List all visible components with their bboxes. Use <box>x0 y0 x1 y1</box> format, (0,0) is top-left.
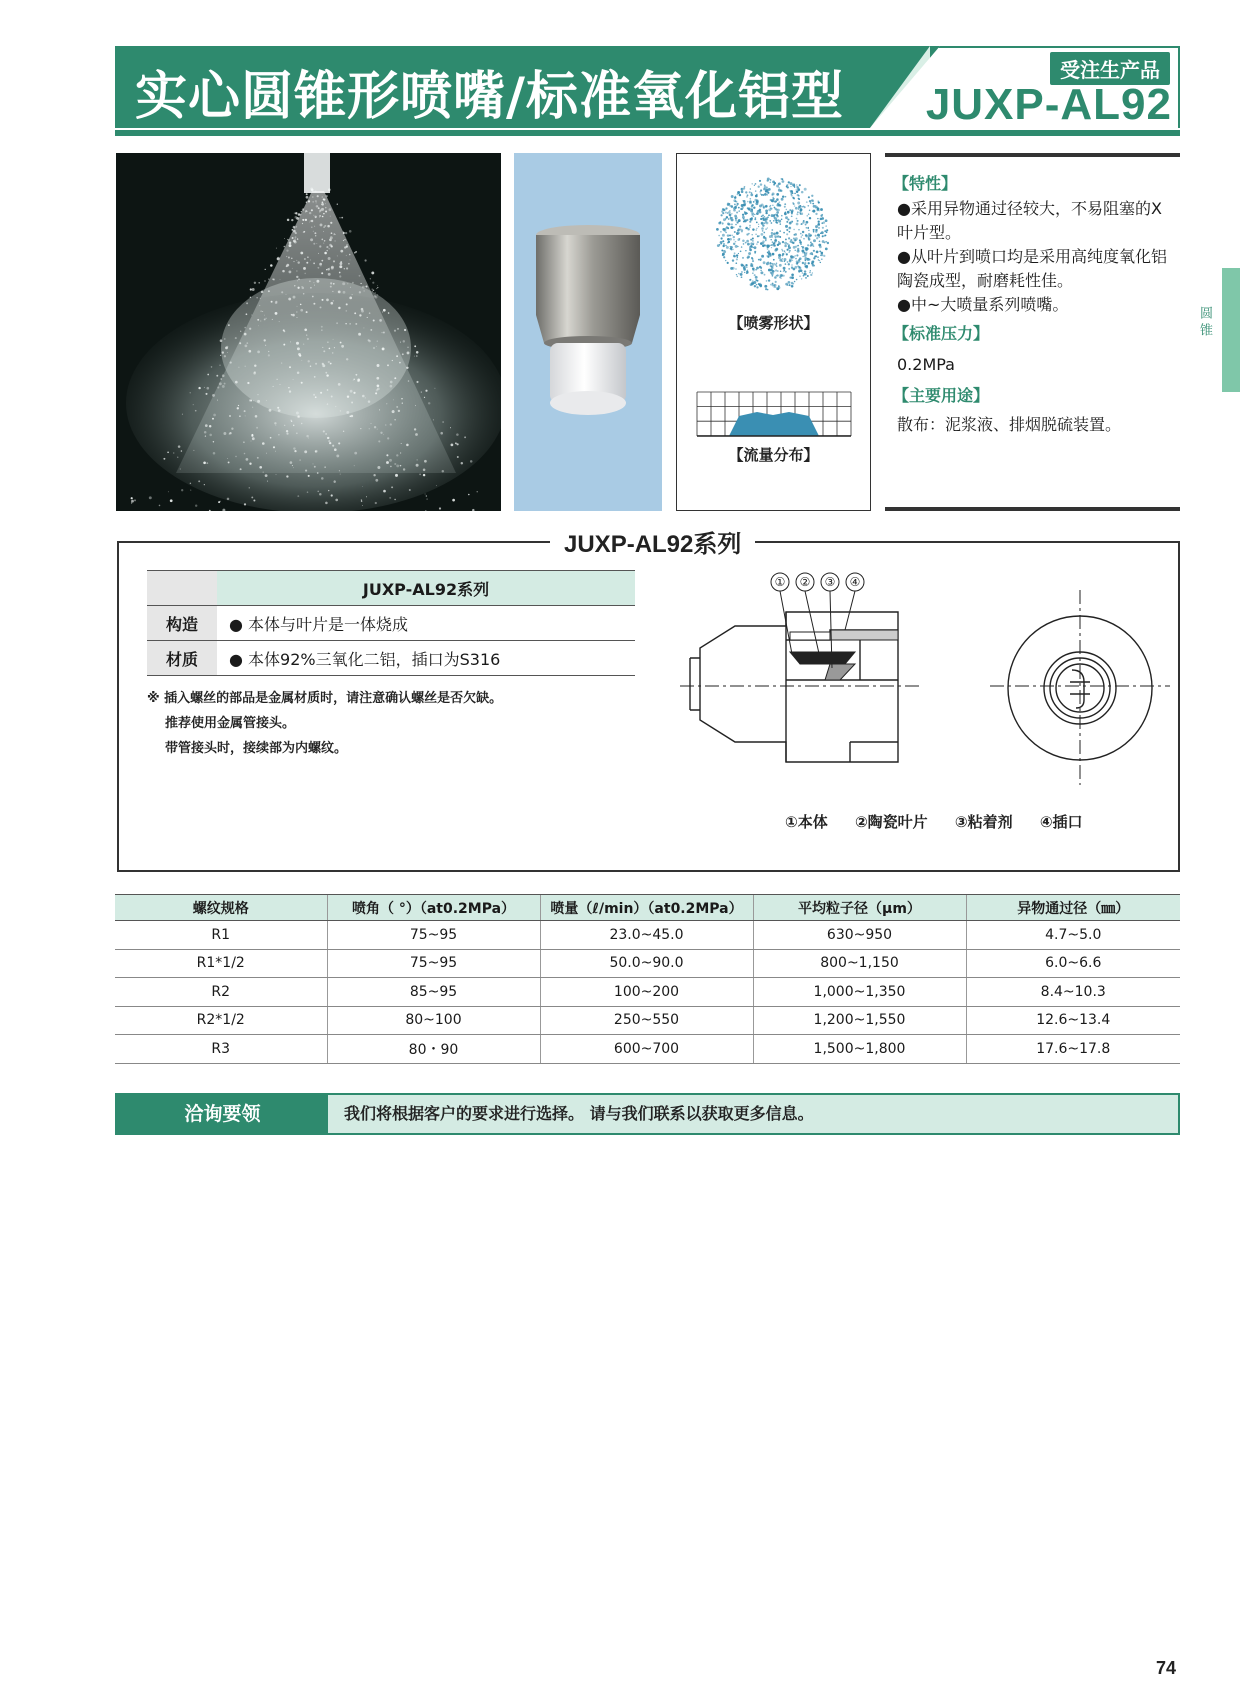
header-underline <box>115 130 1180 136</box>
model-code: JUXP-AL92 <box>925 80 1172 129</box>
table-cell: 50.0~90.0 <box>540 949 753 978</box>
table-cell: 100~200 <box>540 978 753 1007</box>
table-row <box>115 921 1180 950</box>
characteristic-item: ●从叶片到喷口均是采用高纯度氧化铝陶瓷成型，耐磨耗性佳。 <box>897 247 1167 290</box>
callout-2: ② <box>799 575 811 589</box>
made-to-order-badge: 受注生产品 <box>1050 52 1170 85</box>
table-cell: 6.0~6.6 <box>966 949 1180 978</box>
standard-pressure: 0.2MPa <box>897 355 955 374</box>
col-header: 螺纹规格 <box>115 895 327 921</box>
table-cell: 1,500~1,800 <box>753 1035 966 1064</box>
table-row <box>115 949 1180 978</box>
note-line: 推荐使用金属管接头。 <box>165 716 296 731</box>
inquiry-text: 我们将根据客户的要求进行选择。 请与我们联系以获取更多信息。 <box>344 1104 814 1123</box>
page-header <box>115 46 1180 136</box>
table-cell: R2*1/2 <box>115 1006 327 1035</box>
spec-table-corner <box>147 571 217 606</box>
col-header: 喷量（ℓ/min）（at0.2MPa） <box>540 895 753 921</box>
table-cell: 630~950 <box>753 921 966 950</box>
characteristics-heading: 【特性】 <box>893 174 958 193</box>
spec-row-value: ● 本体92%三氧化二铝，插口为S316 <box>217 641 635 676</box>
table-cell: 1,000~1,350 <box>753 978 966 1007</box>
pressure-heading: 【标准压力】 <box>893 324 990 343</box>
spray-photo-image <box>116 153 501 511</box>
table-cell: 80・90 <box>327 1035 540 1064</box>
features-column <box>885 153 1180 511</box>
spec-row-label: 构造 <box>147 606 217 641</box>
table-cell: 4.7~5.0 <box>966 921 1180 950</box>
table-cell: R1*1/2 <box>115 949 327 978</box>
table-row <box>115 978 1180 1007</box>
table-cell: 800~1,150 <box>753 949 966 978</box>
table-cell: 12.6~13.4 <box>966 1006 1180 1035</box>
table-cell: 250~550 <box>540 1006 753 1035</box>
spec-row <box>147 606 635 641</box>
usage-text: 散布：泥浆液、排烟脱硫装置。 <box>897 415 1122 434</box>
note-line: 带管接头时，接续部为内螺纹。 <box>165 741 348 756</box>
spray-photo <box>116 153 501 511</box>
series-heading: JUXP-AL92系列 <box>550 524 755 559</box>
characteristic-item: ●中~大喷量系列喷嘴。 <box>897 295 1069 314</box>
table-cell: 600~700 <box>540 1035 753 1064</box>
table-cell: 80~100 <box>327 1006 540 1035</box>
table-cell: 17.6~17.8 <box>966 1035 1180 1064</box>
performance-table-header <box>115 895 1180 921</box>
table-cell: 75~95 <box>327 921 540 950</box>
inquiry-label: 洽询要领 <box>117 1095 328 1133</box>
part-legend-item: ③粘着剂 <box>954 813 1013 831</box>
table-row <box>115 1006 1180 1035</box>
note-line: ※ 插入螺丝的部品是金属材质时，请注意确认螺丝是否欠缺。 <box>147 691 503 706</box>
table-cell: 1,200~1,550 <box>753 1006 966 1035</box>
usage-heading: 【主要用途】 <box>893 386 990 405</box>
spec-row-label: 材质 <box>147 641 217 676</box>
col-header: 喷角（ °）（at0.2MPa） <box>327 895 540 921</box>
spec-row <box>147 641 635 676</box>
characteristic-item: ●采用异物通过径较大，不易阻塞的X叶片型。 <box>897 199 1162 242</box>
side-tab <box>1222 268 1240 392</box>
page-title: 实心圆锥形喷嘴/标准氧化铝型 <box>135 67 844 127</box>
table-cell: R2 <box>115 978 327 1007</box>
spray-pattern-circle <box>716 178 829 291</box>
table-cell: 23.0~45.0 <box>540 921 753 950</box>
col-header: 异物通过径（㎜） <box>966 895 1180 921</box>
spray-pattern-caption: 【喷雾形状】 <box>728 314 819 332</box>
table-cell: R3 <box>115 1035 327 1064</box>
part-legend-item: ①本体 <box>785 813 828 831</box>
features-bottom-rule <box>885 507 1180 511</box>
table-cell: 75~95 <box>327 949 540 978</box>
table-cell: 85~95 <box>327 978 540 1007</box>
callout-1: ① <box>774 575 786 589</box>
side-tab-label: 圆 锥 <box>1197 306 1212 337</box>
inquiry-bar <box>115 1093 1180 1135</box>
part-legend-item: ④插口 <box>1039 813 1083 831</box>
callout-4: ④ <box>849 575 861 589</box>
callout-3: ③ <box>824 575 836 589</box>
flow-distribution-caption: 【流量分布】 <box>728 446 819 464</box>
nozzle-photo-image <box>514 153 662 511</box>
spec-table <box>147 570 635 676</box>
performance-table <box>115 894 1180 1064</box>
table-cell: 8.4~10.3 <box>966 978 1180 1007</box>
part-legend <box>785 811 1105 832</box>
cross-section-diagram <box>680 570 1170 820</box>
flow-distribution-chart <box>697 392 851 436</box>
table-cell: R1 <box>115 921 327 950</box>
spray-pattern-panel <box>676 153 871 511</box>
table-row <box>115 1035 1180 1064</box>
part-legend-item: ②陶瓷叶片 <box>854 813 928 831</box>
spec-table-header <box>147 571 635 606</box>
page-number: 74 <box>1156 1658 1177 1678</box>
nozzle-photo <box>514 153 662 511</box>
col-header: 平均粒子径（μm） <box>753 895 966 921</box>
spec-row-value: ● 本体与叶片是一体烧成 <box>217 606 635 641</box>
spec-table-title: JUXP-AL92系列 <box>217 571 635 606</box>
